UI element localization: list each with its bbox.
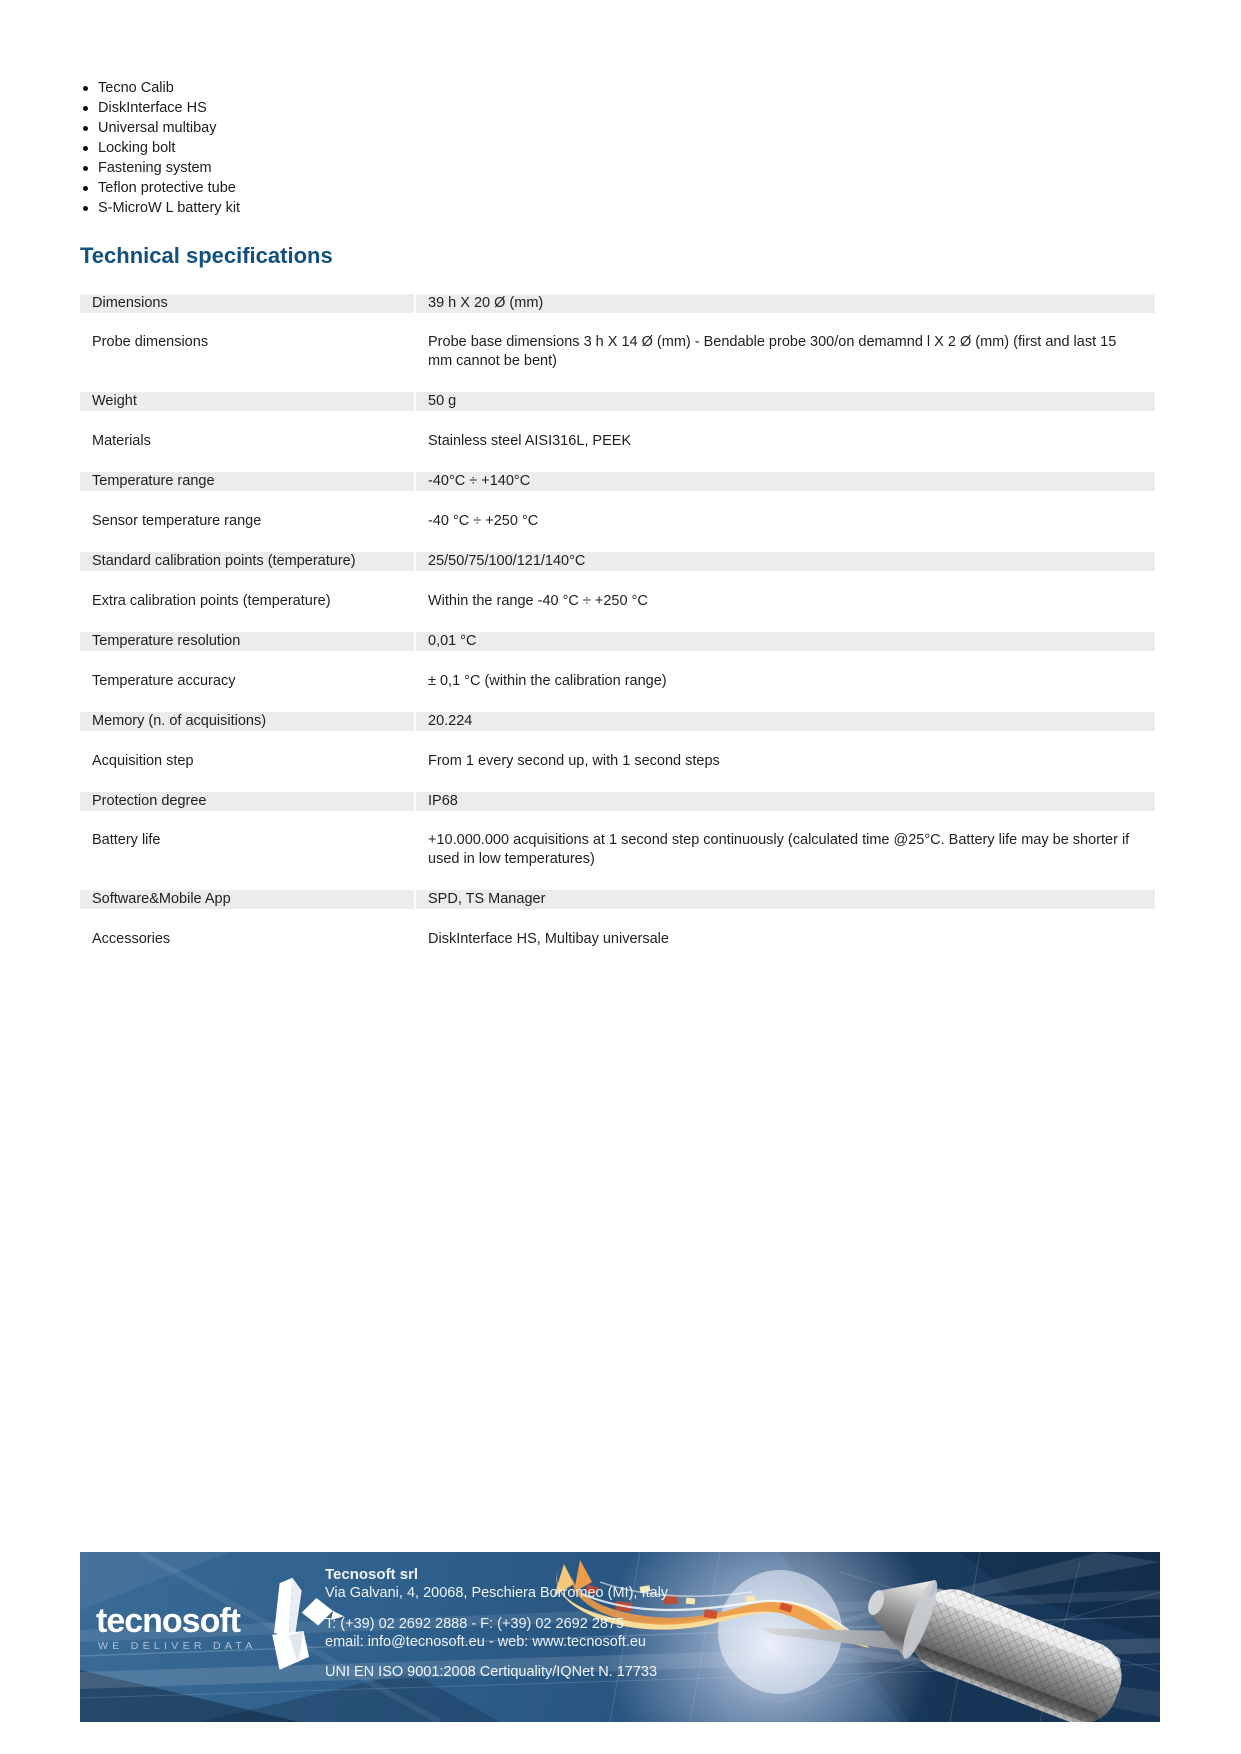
iso-certification-line: UNI EN ISO 9001:2008 Certiquality/IQNet N. 17733	[325, 1664, 658, 1680]
spec-value: 25/50/75/100/121/140°C	[416, 552, 1155, 571]
spec-label: Battery life	[92, 832, 161, 848]
table-row	[80, 919, 1155, 959]
logo-brand-text: tecnosoft	[96, 1602, 240, 1640]
spec-label: Accessories	[92, 930, 171, 947]
spec-label: Temperature range	[80, 472, 414, 491]
bullet-label: S-MicroW L battery kit	[98, 200, 241, 216]
list-item	[80, 138, 240, 158]
spec-value: Within the range -40 °C ÷ +250 °C	[428, 592, 648, 609]
table-row	[80, 323, 1155, 381]
company-address: Via Galvani, 4, 20068, Peschiera Borromeo (MI), Italy	[325, 1585, 669, 1601]
spec-label: Dimensions	[80, 294, 414, 313]
footer-banner	[80, 1552, 1160, 1722]
table-row	[80, 461, 1155, 501]
table-row	[80, 581, 1155, 621]
footer-contact	[325, 1566, 805, 1681]
spec-value: 0,01 °C	[416, 632, 1155, 651]
spec-value: SPD, TS Manager	[416, 890, 1155, 909]
company-name: Tecnosoft srl	[325, 1566, 419, 1583]
spec-value: Stainless steel AISI316L, PEEK	[428, 432, 632, 449]
table-row	[80, 741, 1155, 781]
bullet-icon	[83, 166, 88, 171]
spec-value: 20.224	[416, 712, 1155, 731]
bullet-icon	[83, 86, 88, 91]
bullet-label: Fastening system	[98, 160, 212, 176]
spec-value: -40°C ÷ +140°C	[416, 472, 1155, 491]
table-row	[80, 821, 1155, 879]
spec-value: -40 °C ÷ +250 °C	[428, 512, 539, 529]
spec-value: +10.000.000 acquisitions at 1 second step continuously (calculated time @25°C. Battery life may be shorter if used in low temperatures)	[428, 832, 1130, 867]
list-item	[80, 98, 240, 118]
bullet-icon	[83, 126, 88, 131]
spec-value: ± 0,1 °C (within the calibration range)	[428, 672, 667, 689]
spec-label: Standard calibration points (temperature)	[80, 552, 414, 571]
table-row	[80, 283, 1155, 323]
spec-value: DiskInterface HS, Multibay universale	[428, 930, 669, 947]
spec-value: IP68	[416, 792, 1155, 811]
bullet-label: Locking bolt	[98, 140, 176, 156]
spec-value: From 1 every second up, with 1 second steps	[428, 752, 720, 769]
spec-label: Extra calibration points (temperature)	[92, 592, 331, 609]
table-row	[80, 541, 1155, 581]
table-row	[80, 661, 1155, 701]
bullet-icon	[83, 186, 88, 191]
spec-label: Acquisition step	[92, 752, 194, 769]
bullet-label: DiskInterface HS	[98, 100, 207, 116]
table-row	[80, 781, 1155, 821]
table-row	[80, 879, 1155, 919]
spec-label: Software&Mobile App	[80, 890, 414, 909]
tecnosoft-logo	[96, 1574, 346, 1704]
table-row	[80, 421, 1155, 461]
phone-fax-line: T: (+39) 02 2692 2888 - F: (+39) 02 2692 2875	[325, 1616, 625, 1632]
page-title: Technical specifications	[80, 243, 333, 268]
table-row	[80, 621, 1155, 661]
spec-label: Probe dimensions	[92, 334, 209, 350]
email-web-line: email: info@tecnosoft.eu - web: www.tecnosoft.eu	[325, 1634, 646, 1650]
list-item	[80, 118, 240, 138]
bullet-label: Tecno Calib	[98, 80, 174, 96]
accessory-bullet-list	[80, 78, 240, 218]
spec-label: Memory (n. of acquisitions)	[80, 712, 414, 731]
spec-label: Temperature accuracy	[92, 672, 236, 689]
spec-value: Probe base dimensions 3 h X 14 Ø (mm) - Bendable probe 300/on demamnd l X 2 Ø (mm) (first and last 15 mm cannot be bent)	[428, 334, 1117, 369]
spec-value: 39 h X 20 Ø (mm)	[416, 294, 1155, 313]
table-row	[80, 381, 1155, 421]
logo-tagline-text: WE DELIVER DATA	[98, 1640, 257, 1652]
spec-label: Sensor temperature range	[92, 512, 262, 529]
bullet-label: Teflon protective tube	[98, 180, 236, 196]
list-item	[80, 198, 240, 218]
bullet-icon	[83, 106, 88, 111]
spec-label: Protection degree	[80, 792, 414, 811]
list-item	[80, 78, 240, 98]
spec-label: Temperature resolution	[80, 632, 414, 651]
bullet-label: Universal multibay	[98, 120, 217, 136]
list-item	[80, 178, 240, 198]
list-item	[80, 158, 240, 178]
technical-specifications-table	[80, 283, 1155, 959]
spec-label: Materials	[92, 432, 151, 449]
spec-value: 50 g	[416, 392, 1155, 411]
spec-label: Weight	[80, 392, 414, 411]
bullet-icon	[83, 206, 88, 211]
table-row	[80, 701, 1155, 741]
table-row	[80, 501, 1155, 541]
bullet-icon	[83, 146, 88, 151]
